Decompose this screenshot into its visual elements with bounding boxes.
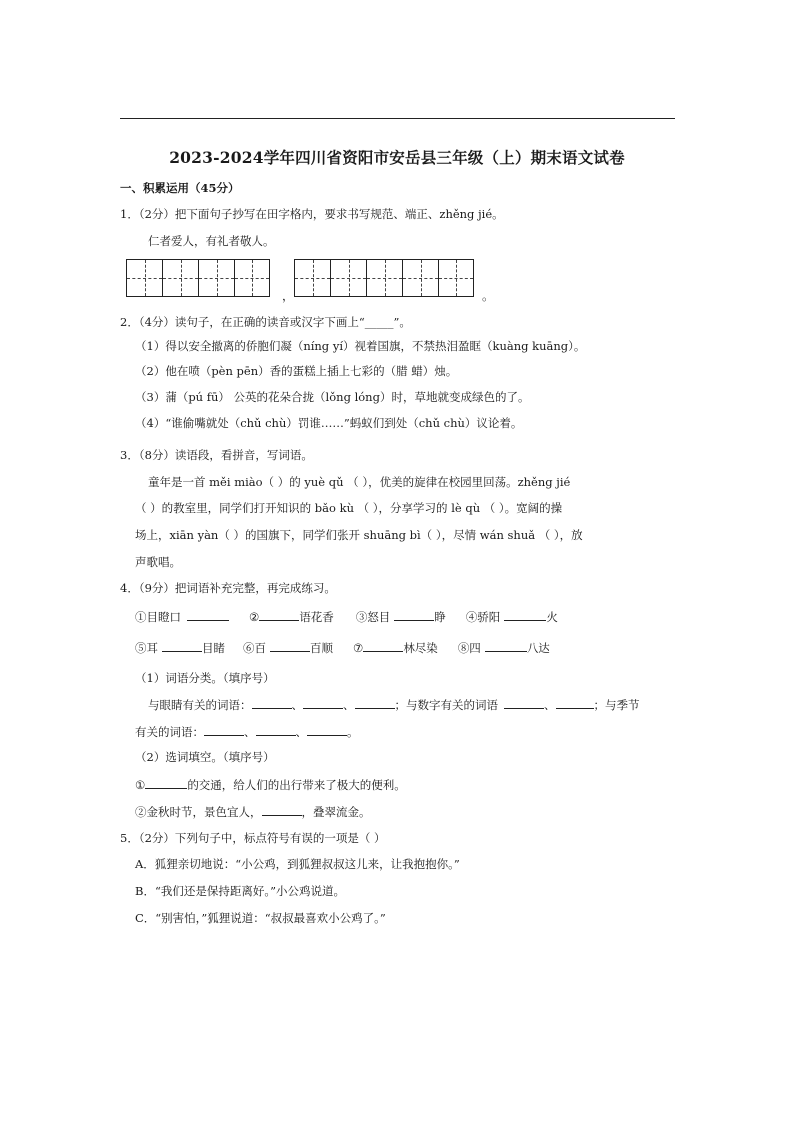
sep: 、: [343, 698, 355, 712]
sep: 、: [291, 698, 303, 712]
blank[interactable]: [504, 608, 546, 621]
idiom-text: ⑦: [353, 641, 364, 655]
tianzige-cell[interactable]: [366, 259, 402, 297]
idiom-text: 火: [546, 610, 558, 624]
q2-item: （2）他在喷（pèn pēn）香的蛋糕上插上七彩的（腊 蜡）烛。: [135, 364, 458, 378]
tianzige-grid-1: [126, 259, 270, 297]
idiom-text: 八达: [526, 641, 550, 655]
blank[interactable]: [556, 696, 594, 709]
blank[interactable]: [187, 608, 229, 621]
q2-item: （3）蒲（pú fū） 公英的花朵合拢（lǒng lóng）时，草地就变成绿色的了。: [135, 390, 530, 404]
idiom-text: ④骄阳: [465, 610, 501, 624]
blank[interactable]: [303, 696, 343, 709]
label: 有关的词语：: [135, 725, 204, 739]
q5-option-b[interactable]: B．“我们还是保持距离好。”小公鸡说道。: [135, 884, 345, 898]
label: ②金秋时节，景色宜人，: [135, 805, 262, 819]
idiom-text: 林尽染: [403, 641, 438, 655]
idiom-text: ②: [249, 610, 260, 624]
tianzige-cell[interactable]: [234, 259, 270, 297]
blank[interactable]: [256, 723, 296, 736]
label: ；与数字有关的词语: [394, 698, 498, 712]
blank[interactable]: [485, 639, 527, 652]
tianzige-cell[interactable]: [126, 259, 162, 297]
q4-sub1-line2: [135, 723, 359, 740]
q4-sub2-a: [135, 776, 406, 793]
tianzige-cell[interactable]: [294, 259, 330, 297]
blank[interactable]: [259, 608, 299, 621]
q3-passage-line: （ ）的教室里，同学们打开知识的 bǎo kù （ ），分享学习的 lè qù （ ）。宽阔的操: [135, 501, 563, 515]
q4-row-2: [135, 639, 550, 656]
label: ①: [135, 778, 146, 792]
tianzige-cell[interactable]: [162, 259, 198, 297]
idiom-text: 语花香: [299, 610, 334, 624]
q3-passage-line: 童年是一首 měi miào（ ）的 yuè qǔ （ ），优美的旋律在校园里回荡。zhěng jié: [148, 475, 571, 489]
grid-period: 。: [482, 289, 495, 303]
q5-option-a[interactable]: A．狐狸亲切地说：“小公鸡，到狐狸叔叔这儿来，让我抱抱你。”: [135, 857, 460, 871]
idiom-text: ③怒目: [355, 610, 391, 624]
label: ，叠翠流金。: [301, 805, 371, 819]
q4-sub1-line1: [148, 696, 640, 713]
idiom-text: 目睹: [202, 641, 225, 655]
label: 与眼睛有关的词语：: [148, 698, 252, 712]
q4-sub2-b: [135, 803, 371, 820]
q2-item: （1）得以安全撤离的侨胞们凝（níng yí）视着国旗，不禁热泪盈眶（kuàng kuāng）。: [135, 339, 586, 353]
blank[interactable]: [270, 639, 310, 652]
blank[interactable]: [394, 608, 434, 621]
section-heading: 一、积累运用（45分）: [120, 181, 240, 195]
q3-passage-line: 声歌唱。: [135, 555, 181, 569]
idiom-text: 百顺: [310, 641, 333, 655]
blank[interactable]: [504, 696, 544, 709]
sep: 。: [347, 725, 359, 739]
blank[interactable]: [262, 803, 302, 816]
q3-stem: 3．（8分）读语段，看拼音，写词语。: [120, 448, 313, 462]
q2-stem: 2．（4分）读句子，在正确的读音或汉字下画上“_____”。: [120, 315, 411, 329]
idiom-text: ⑤耳: [135, 641, 158, 655]
label: ；与季节: [593, 698, 640, 712]
q5-stem: 5．（2分）下列句子中，标点符号有误的一项是（ ）: [120, 831, 386, 845]
blank[interactable]: [162, 639, 202, 652]
idiom-text: ①目瞪口: [135, 610, 181, 624]
q4-stem: 4．（9分）把词语补充完整，再完成练习。: [120, 581, 336, 595]
tianzige-cell[interactable]: [198, 259, 234, 297]
sep: 、: [544, 698, 556, 712]
q4-sub2: （2）选词填空。（填序号）: [135, 750, 275, 764]
blank[interactable]: [363, 639, 403, 652]
q1-sentence: 仁者爱人，有礼者敬人。: [148, 234, 275, 248]
grid-comma: ，: [282, 289, 295, 303]
q3-passage-line: 场上，xiān yàn（ ）的国旗下，同学们张开 shuāng bì（ ），尽情 wán shuǎ （ ），放: [135, 528, 583, 542]
idiom-text: 睁: [434, 610, 446, 624]
blank[interactable]: [204, 723, 244, 736]
q4-sub1: （1）词语分类。（填序号）: [135, 671, 275, 685]
q4-row-1: [135, 608, 558, 625]
q5-option-c[interactable]: C．“别害怕，”狐狸说道：“叔叔最喜欢小公鸡了。”: [135, 911, 386, 925]
q2-item: （4）“谁偷嘴就处（chǔ chù）罚谁……”蚂蚁们到处（chǔ chù）议论着。: [135, 416, 523, 430]
page-title: 2023-2024学年四川省资阳市安岳县三年级（上）期末语文试卷: [169, 148, 625, 167]
blank[interactable]: [252, 696, 292, 709]
blank[interactable]: [307, 723, 347, 736]
idiom-text: ⑥百: [243, 641, 266, 655]
label: 的交通，给人们的出行带来了极大的便利。: [187, 778, 406, 792]
idiom-text: ⑧四: [457, 641, 481, 655]
tianzige-grid-2: [294, 259, 474, 297]
header-rule: [120, 118, 675, 119]
tianzige-cell[interactable]: [402, 259, 438, 297]
sep: 、: [295, 725, 307, 739]
tianzige-cell[interactable]: [330, 259, 366, 297]
blank[interactable]: [355, 696, 395, 709]
sep: 、: [244, 725, 256, 739]
blank[interactable]: [145, 776, 187, 789]
q1-stem: 1．（2分）把下面句子抄写在田字格内，要求书写规范、端正、zhěng jié。: [120, 207, 504, 221]
tianzige-cell[interactable]: [438, 259, 474, 297]
